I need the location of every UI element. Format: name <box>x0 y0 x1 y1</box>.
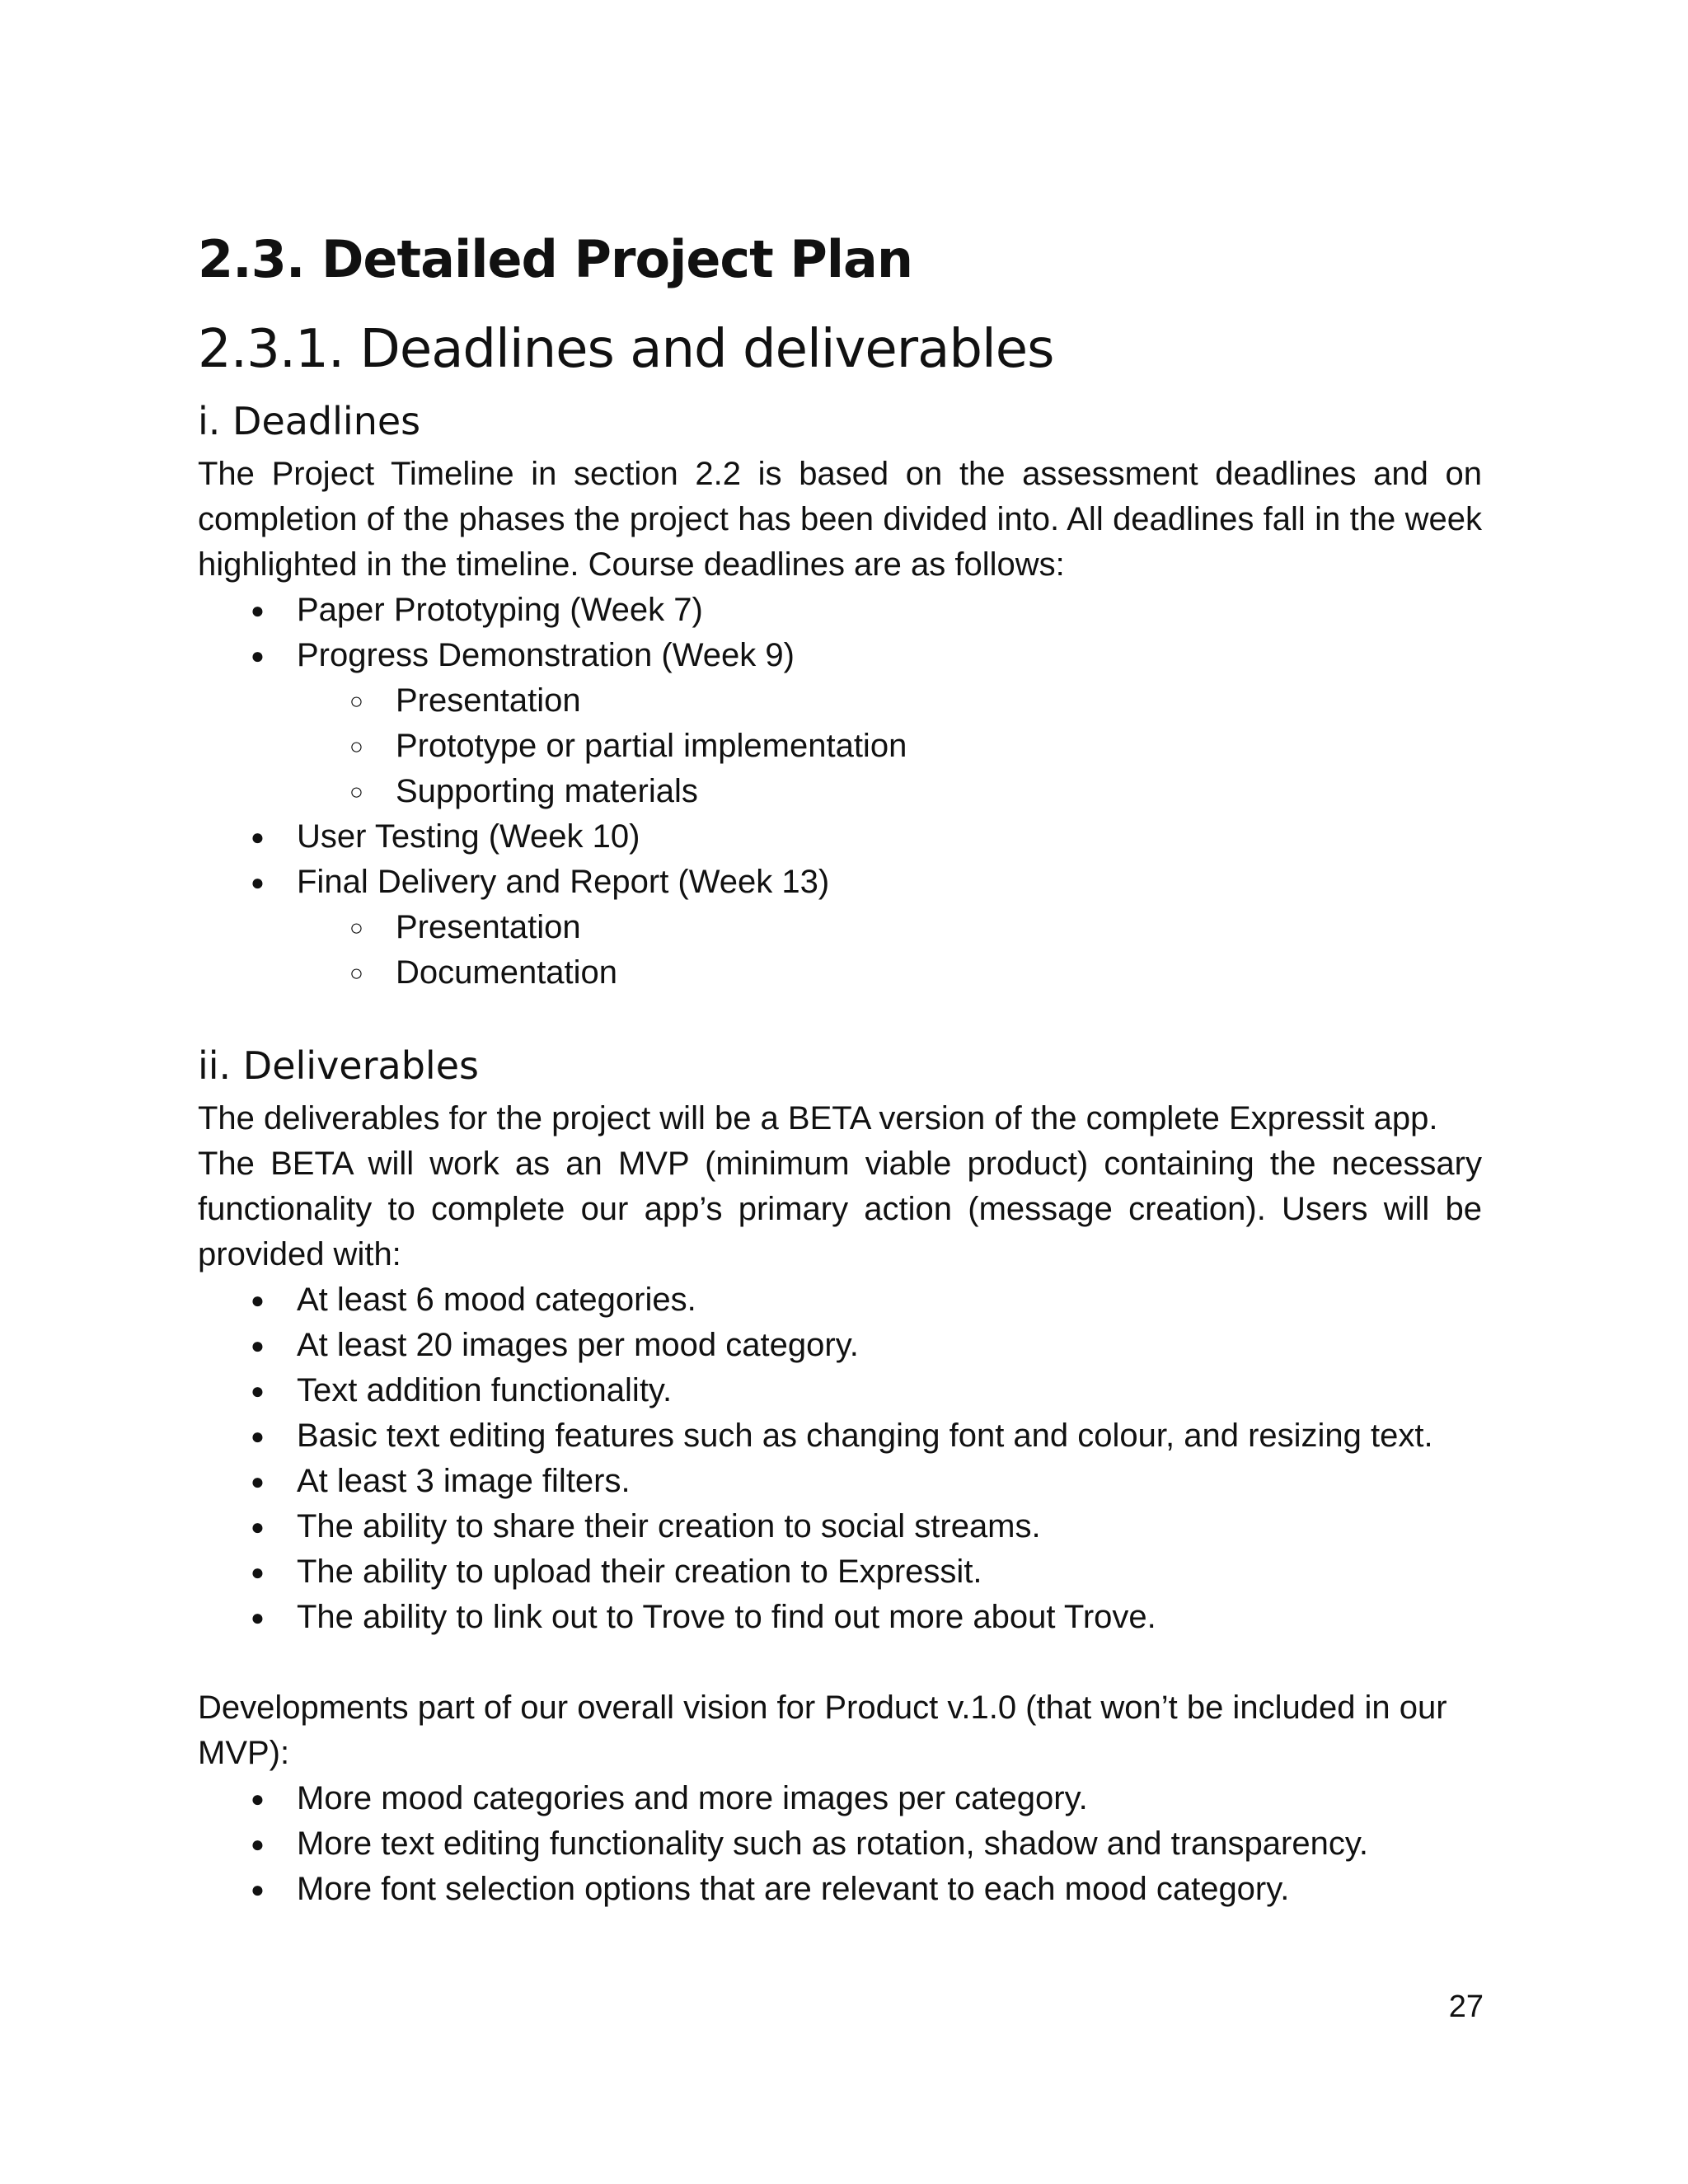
future-item-label: More text editing functionality such as rotation, shadow and transparency. <box>297 1825 1368 1862</box>
deadline-item-label: Progress Demonstration (Week 9) <box>297 637 795 673</box>
deliverable-item <box>198 1459 1482 1504</box>
deadline-item-label: Final Delivery and Report (Week 13) <box>297 864 830 900</box>
deliverable-item-label: At least 20 images per mood category. <box>297 1327 859 1363</box>
bullet-icon: ● <box>251 1605 265 1630</box>
deadline-item <box>198 860 1482 905</box>
bullet-icon: ● <box>251 1831 265 1857</box>
deadline-subitem-label: Prototype or partial implementation <box>396 728 907 764</box>
deadline-subitems <box>198 905 1482 996</box>
deadline-subitem-label: Supporting materials <box>396 773 698 809</box>
deadline-subitem <box>198 724 1482 769</box>
deadlines-intro: The Project Timeline in section 2.2 is based on the assessment deadlines and on completion of the phases the project has been divided into. All deadlines fall in the week highlighted in the timeline. Course deadlines are as follows: <box>198 456 1482 583</box>
subsection-title: 2.3.1. Deadlines and deliverables <box>198 319 1054 380</box>
deadlines-list <box>198 588 1482 996</box>
deadline-item-label: User Testing (Week 10) <box>297 818 640 855</box>
hollow-bullet-icon: ○ <box>349 688 363 714</box>
deliverable-item <box>198 1595 1482 1640</box>
deliverable-item <box>198 1504 1482 1549</box>
future-item <box>198 1867 1482 1912</box>
deliverable-item-label: The ability to link out to Trove to find out more about Trove. <box>297 1599 1156 1635</box>
deliverables-intro-line: The deliverables for the project will be a BETA version of the complete Expressit app. <box>198 1100 1438 1137</box>
deliverables-heading: ii. Deliverables <box>198 1043 479 1088</box>
hollow-bullet-icon: ○ <box>349 915 363 940</box>
deadline-subitem <box>198 950 1482 996</box>
future-intro: Developments part of our overall vision for Product v.1.0 (that won’t be included in our MVP): <box>198 1690 1447 1771</box>
deadline-sublist <box>198 905 1482 996</box>
deliverable-item-label: At least 6 mood categories. <box>297 1282 696 1318</box>
deliverable-item-label: Basic text editing features such as changing font and colour, and resizing text. <box>297 1418 1433 1454</box>
deadline-subitems <box>198 678 1482 814</box>
deadline-item <box>198 633 1482 678</box>
bullet-icon: ● <box>251 1423 265 1449</box>
future-item <box>198 1776 1482 1821</box>
page-number: 27 <box>1448 1990 1484 2024</box>
deliverable-item-label: At least 3 image filters. <box>297 1463 631 1499</box>
bullet-icon: ● <box>251 1333 265 1358</box>
deadline-subitem-label: Documentation <box>396 954 618 991</box>
deadline-item <box>198 588 1482 633</box>
deliverable-item <box>198 1413 1482 1459</box>
deadline-subitem-label: Presentation <box>396 682 581 719</box>
hollow-bullet-icon: ○ <box>349 733 363 759</box>
deliverable-item <box>198 1323 1482 1368</box>
deadline-item-label: Paper Prototyping (Week 7) <box>297 592 703 628</box>
bullet-icon: ● <box>251 643 265 668</box>
bullet-icon: ● <box>251 1287 265 1313</box>
future-item-label: More font selection options that are relevant to each mood category. <box>297 1871 1290 1907</box>
deliverable-item <box>198 1368 1482 1413</box>
bullet-icon: ● <box>251 1514 265 1540</box>
section-title: 2.3. Detailed Project Plan <box>198 229 913 289</box>
bullet-icon: ● <box>251 1877 265 1902</box>
bullet-icon: ● <box>251 1786 265 1811</box>
deliverable-item-label: The ability to share their creation to social streams. <box>297 1508 1041 1544</box>
deliverable-item <box>198 1277 1482 1323</box>
deliverable-item-label: Text addition functionality. <box>297 1372 673 1408</box>
hollow-bullet-icon: ○ <box>349 960 363 986</box>
deadline-subitem <box>198 769 1482 814</box>
bullet-icon: ● <box>251 824 265 850</box>
future-list <box>198 1776 1482 1912</box>
future-item <box>198 1821 1482 1867</box>
deadline-item <box>198 814 1482 860</box>
bullet-icon: ● <box>251 869 265 895</box>
deliverables-intro: The BETA will work as an MVP (minimum viable product) containing the necessary functionality to complete our app’s primary action (message creation). Users will be provided with: <box>198 1146 1482 1272</box>
deliverable-item-label: The ability to upload their creation to Expressit. <box>297 1554 982 1590</box>
deliverable-item <box>198 1549 1482 1595</box>
deadline-subitem <box>198 905 1482 950</box>
deadline-subitem <box>198 678 1482 724</box>
deadlines-heading: i. Deadlines <box>198 399 421 443</box>
bullet-icon: ● <box>251 1469 265 1494</box>
deliverables-list <box>198 1277 1482 1640</box>
bullet-icon: ● <box>251 1559 265 1585</box>
bullet-icon: ● <box>251 598 265 623</box>
future-item-label: More mood categories and more images per category. <box>297 1780 1088 1816</box>
bullet-icon: ● <box>251 1378 265 1404</box>
deadline-sublist <box>198 678 1482 814</box>
deadline-subitem-label: Presentation <box>396 909 581 945</box>
page-content <box>198 223 1482 1912</box>
hollow-bullet-icon: ○ <box>349 779 363 804</box>
